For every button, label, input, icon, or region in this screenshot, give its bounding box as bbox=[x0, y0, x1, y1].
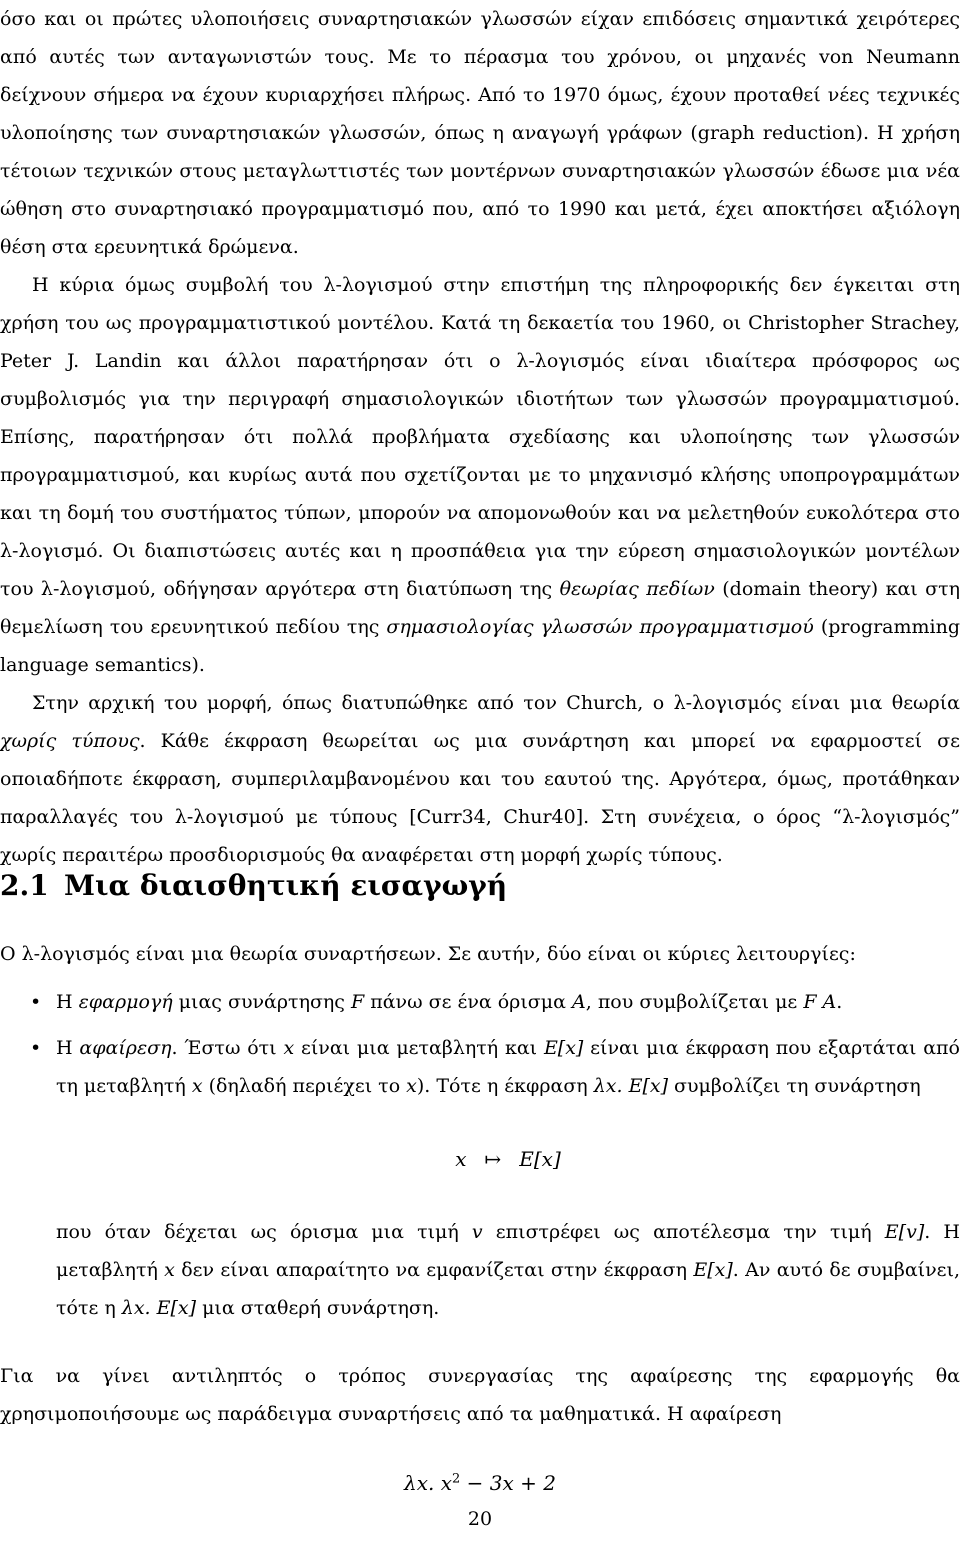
paragraph-2-text-c: (programming language semantics). bbox=[0, 616, 960, 676]
after-text-b: επιστρέφει ως αποτέλεσμα την τιμή bbox=[482, 1221, 885, 1243]
math-F: F bbox=[351, 991, 365, 1013]
emphasis-domain-theory: θεωρίας πεδίων bbox=[559, 578, 715, 600]
after-text-d: δεν είναι απαραίτητο να εμφανίζεται στην έκφραση bbox=[174, 1259, 694, 1281]
emphasis-semantics: σημασιολογίας γλωσσών προγραμματισμού bbox=[386, 616, 814, 638]
paragraph-3-text-a: Στην αρχική του μορφή, όπως διατυπώθηκε από τον Church, ο λ-λογισμός είναι μια θεωρία bbox=[32, 692, 960, 714]
list-item-abstraction bbox=[0, 1029, 960, 1327]
item2-text-a: Η bbox=[56, 1037, 80, 1059]
math-x: x bbox=[455, 1147, 467, 1171]
after-text-f: μια σταθερή συνάρτηση. bbox=[196, 1297, 440, 1319]
math-x: x bbox=[191, 1075, 203, 1097]
paragraph-2 bbox=[0, 266, 960, 684]
operation-list bbox=[0, 983, 960, 1327]
paragraph-3-text-b: . Κάθε έκφραση θεωρείται ως μια συνάρτηση και μπορεί να εφαρμοστεί σε οποιαδήποτε έκφραση, συμπεριλαμβανομένου και του εαυτού της. Αργότερα, όμως, προτάθηκαν παραλλαγές του λ-λογισμού με τύπους [Curr34, Chur40]. Στη συνέχεια, ο όρος “λ-λογισμός” χωρίς περαιτέρω προσδιορισμούς θα αναφέρεται στη μορφή χωρίς τύπους. bbox=[0, 730, 960, 866]
display-equation-mapsto bbox=[56, 1139, 960, 1179]
paragraph-2-text-a: Η κύρια όμως συμβολή του λ-λογισμού στην επιστήμη της πληροφορικής δεν έγκειται στη χρήση του ως προγραμματιστικού μοντέλου. Κατά τη δεκαετία του 1960, οι Christopher Strachey, Peter J. Landin και άλλοι παρατήρησαν ότι ο λ-λογισμός είναι ιδιαίτερα πρόσφορος ως συμβολισμός για την περιγραφή σημασιολογικών ιδιοτήτων των γλωσσών προγραμματισμού. Επίσης, παρατήρησαν ότι πολλά προβλήματα σχεδίασης και υλοποίησης των γλωσσών προγραμματισμού, και κυρίως αυτά που σχετίζονται με το μηχανισμό κλήσης υποπρογραμμάτων και τη δομή του συστήματος τύπων, μπορούν να απομονωθούν και να μελετηθούν ευκολότερα στο λ-λογισμό. Οι διαπιστώσεις αυτές και η προσπάθεια για την εύρεση σημασιολογικών μοντέλων του λ-λογισμού, οδήγησαν αργότερα στη διατύπωση της bbox=[0, 274, 960, 600]
math-Ex: E[x] bbox=[519, 1147, 561, 1171]
list-item-application bbox=[0, 983, 960, 1021]
item2-text-d: είναι μια έκφραση που εξαρτάται από τη μεταβλητή bbox=[56, 1037, 960, 1097]
math-FA: F A bbox=[803, 991, 837, 1013]
section-title: Μια διαισθητική εισαγωγή bbox=[64, 869, 508, 902]
item2-text-e: (δηλαδή περιέχει το bbox=[202, 1075, 407, 1097]
math-v: v bbox=[471, 1221, 483, 1243]
math-Ex: E[x] bbox=[543, 1037, 584, 1059]
mapsto-symbol: ↦ bbox=[484, 1147, 502, 1171]
math-x: x bbox=[283, 1037, 295, 1059]
math-lambda-x: λx. x bbox=[404, 1471, 452, 1495]
emphasis-untyped: χωρίς τύπους bbox=[0, 730, 140, 752]
after-text-e: . Αν αυτό δε συμβαίνει, τότε η bbox=[56, 1259, 960, 1319]
abstraction-explanation bbox=[56, 1213, 960, 1327]
bullet-icon: • bbox=[30, 1037, 42, 1059]
math-x: x bbox=[164, 1259, 175, 1281]
section-number: 2.1 bbox=[0, 869, 49, 902]
after-text-c: . Η μεταβλητή bbox=[56, 1221, 960, 1281]
section-heading bbox=[0, 866, 507, 906]
math-lambda-x-Ex: λx. E[x] bbox=[593, 1075, 668, 1097]
math-polynomial-rest: − 3x + 2 bbox=[460, 1471, 556, 1495]
bullet-icon: • bbox=[30, 991, 42, 1013]
item2-text-f: ). Τότε η έκφραση bbox=[416, 1075, 594, 1097]
math-x: x bbox=[406, 1075, 417, 1097]
page-number: 20 bbox=[467, 1508, 493, 1530]
after-text-a: που όταν δέχεται ως όρισμα μια τιμή bbox=[56, 1221, 472, 1243]
item1-text-c: πάνω σε ένα όρισμα bbox=[364, 991, 572, 1013]
display-equation-polynomial bbox=[0, 1463, 960, 1503]
math-lambda-x-Ex: λx. E[x] bbox=[121, 1297, 197, 1319]
math-Ev: E[v] bbox=[884, 1221, 925, 1243]
emphasis-application: εφαρμογή bbox=[78, 991, 173, 1013]
math-exponent: 2 bbox=[451, 1471, 461, 1487]
item2-text-g: συμβολίζει τη συνάρτηση bbox=[667, 1075, 921, 1097]
section-body bbox=[0, 935, 960, 1537]
item2-text-b: . Έστω ότι bbox=[171, 1037, 284, 1059]
paragraph-1: όσο και οι πρώτες υλοποιήσεις συναρτησιακών γλωσσών είχαν επιδόσεις σημαντικά χειρότερες από αυτές των ανταγωνιστών τους. Με το πέρασμα του χρόνου, οι μηχανές von Neumann δείχνουν σήμερα να έχουν κυριαρχήσει πλήρως. Από το 1970 όμως, έχουν προταθεί νέες τεχνικές υλοποίησης των συναρτησιακών γλωσσών, όπως η αναγωγή γράφων (graph reduction). Η χρήση τέτοιων τεχνικών στους μεταγλωττιστές των μοντέρνων συναρτησιακών γλωσσών έδωσε μια νέα ώθηση στο συναρτησιακό προγραμματισμό που, από το 1990 και μετά, έχει αποκτήσει αξιόλογη θέση στα ερευνητικά δρώμενα. bbox=[0, 8, 960, 258]
section-intro: Ο λ-λογισμός είναι μια θεωρία συναρτήσεων. Σε αυτήν, δύο είναι οι κύριες λειτουργίες: bbox=[0, 943, 856, 965]
math-A: A bbox=[572, 991, 586, 1013]
item1-text-e: . bbox=[836, 991, 843, 1013]
paragraph-example: Για να γίνει αντιληπτός ο τρόπος συνεργασίας της αφαίρεσης της εφαρμογής θα χρησιμοποιήσουμε ως παράδειγμα συναρτήσεις από τα μαθηματικά. Η αφαίρεση bbox=[0, 1365, 960, 1425]
emphasis-abstraction: αφαίρεση bbox=[79, 1037, 172, 1059]
item1-text-b: μιας συνάρτησης bbox=[172, 991, 351, 1013]
math-Ex: E[x] bbox=[693, 1259, 733, 1281]
item1-text-a: Η bbox=[56, 991, 79, 1013]
paragraph-2-text-b: (domain theory) και στη θεμελίωση του ερευνητικού πεδίου της bbox=[0, 578, 960, 638]
paragraph-3 bbox=[0, 684, 960, 874]
item2-text-c: είναι μια μεταβλητή και bbox=[294, 1037, 544, 1059]
item1-text-d: , που συμβολίζεται με bbox=[585, 991, 804, 1013]
